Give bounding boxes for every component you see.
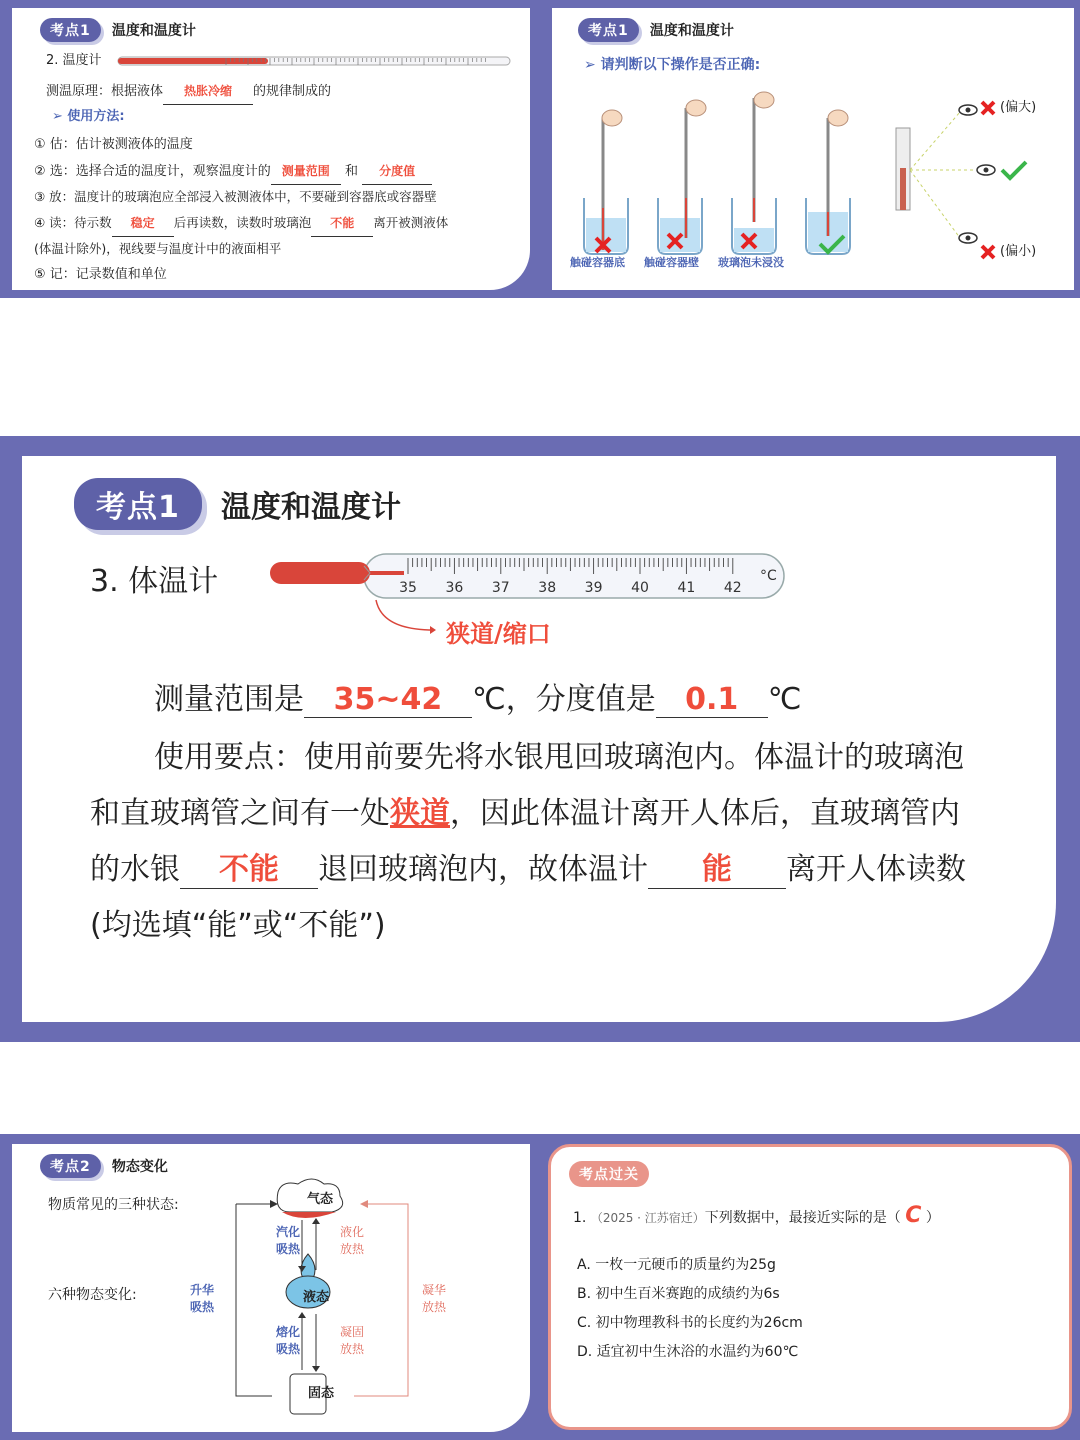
question-answer: C bbox=[905, 1203, 922, 1228]
change-vaporize-heat: 吸热 bbox=[276, 1242, 301, 1256]
change-liquefy-name: 液化 bbox=[340, 1225, 365, 1239]
option-b: B. 初中生百米赛跑的成绩约为6s bbox=[577, 1286, 780, 1302]
step-1: ① 估：估计被测液体的温度 bbox=[34, 137, 193, 152]
eye-icon bbox=[959, 233, 977, 243]
card-body-thermometer bbox=[22, 456, 1056, 1022]
label-beaker-1: 触碰容器底 bbox=[570, 256, 625, 269]
para-3-answer-1: 不能 bbox=[180, 844, 318, 889]
step-4-mid: 后再读数，读数时玻璃泡 bbox=[173, 215, 312, 230]
callout-narrow-neck: 狭道/缩口 bbox=[446, 619, 551, 648]
state-gas: 气态 bbox=[307, 1192, 334, 1207]
range-unit: ℃，分度值是 bbox=[472, 682, 656, 717]
principle-answer: 热胀冷缩 bbox=[163, 78, 253, 105]
state-solid: 固态 bbox=[308, 1386, 335, 1401]
eye-icon bbox=[959, 105, 977, 115]
question-text: 下列数据中，最接近实际的是（ bbox=[704, 1210, 901, 1226]
options-list bbox=[577, 1251, 803, 1367]
judge-question-text: 请判断以下操作是否正确: bbox=[600, 57, 761, 73]
division-answer: 0.1 bbox=[656, 682, 768, 718]
change-freeze bbox=[340, 1324, 364, 1358]
reading-angle-diagram bbox=[888, 88, 1068, 278]
scale-label: 40 bbox=[631, 580, 649, 596]
usage-title-text: 使用方法: bbox=[67, 109, 125, 124]
beaker-3 bbox=[732, 92, 776, 254]
para-3-mid: 退回玻璃泡内，故体温计 bbox=[318, 852, 648, 887]
change-liquefy bbox=[340, 1224, 364, 1258]
topic-header bbox=[578, 18, 734, 42]
card-top-right bbox=[552, 8, 1074, 290]
step-2-mid: 和 bbox=[344, 164, 358, 179]
topic-title: 温度和温度计 bbox=[649, 23, 734, 39]
step-2-answer-2: 分度值 bbox=[362, 158, 432, 185]
state-liquid: 液态 bbox=[303, 1290, 330, 1305]
states-label: 物质常见的三种状态: bbox=[48, 1197, 179, 1213]
question-close: ） bbox=[925, 1210, 940, 1226]
question-source: （2025 · 江苏宿迁） bbox=[590, 1211, 705, 1225]
step-4-answer-1: 稳定 bbox=[112, 210, 174, 237]
beaker-4 bbox=[806, 110, 850, 254]
step-4-prefix: ④ 读：待示数 bbox=[34, 215, 112, 230]
para-line-4: (均选填“能”或“不能”) bbox=[90, 908, 386, 943]
question-number: 1. bbox=[573, 1210, 587, 1226]
change-deposit-heat: 放热 bbox=[422, 1300, 447, 1314]
option-a: A. 一枚一元硬币的质量约为25g bbox=[577, 1257, 776, 1273]
step-4-answer-2: 不能 bbox=[311, 210, 373, 237]
changes-label: 六种物态变化: bbox=[48, 1287, 137, 1303]
heading-body-thermometer: 3. 体温计 bbox=[90, 564, 219, 599]
scale-label: 35 bbox=[399, 580, 417, 596]
principle-line bbox=[46, 78, 331, 105]
step-4-line2: (体温计除外)，视线要与温度计中的液面相平 bbox=[34, 241, 282, 256]
card-quiz bbox=[548, 1144, 1072, 1430]
judge-question: ➢ 请判断以下操作是否正确: bbox=[584, 57, 761, 73]
topic-header bbox=[40, 18, 196, 42]
change-sublime-name: 升华 bbox=[190, 1283, 215, 1297]
step-2-answer-1: 测量范围 bbox=[271, 158, 341, 185]
change-melt-name: 熔化 bbox=[276, 1325, 301, 1339]
topic-tag: 考点1 bbox=[40, 18, 101, 42]
callout-arrow bbox=[372, 596, 452, 636]
heading-thermometer: 2. 温度计 bbox=[46, 53, 102, 68]
topic-tag: 考点1 bbox=[578, 18, 639, 42]
step-4 bbox=[34, 210, 448, 237]
scale-label: 41 bbox=[677, 580, 696, 596]
change-vaporize-name: 汽化 bbox=[276, 1225, 301, 1239]
eye-icon bbox=[977, 165, 995, 175]
view-low-label: (偏小) bbox=[1000, 244, 1037, 259]
thermometer-unit: °C bbox=[760, 568, 777, 584]
para-3-prefix: 的水银 bbox=[90, 852, 180, 887]
change-freeze-heat: 放热 bbox=[340, 1342, 365, 1356]
principle-suffix: 的规律制成的 bbox=[253, 84, 332, 99]
topic-title: 温度和温度计 bbox=[220, 490, 401, 525]
topic-title: 温度和温度计 bbox=[111, 23, 196, 39]
range-line bbox=[154, 674, 801, 718]
para-line-3 bbox=[90, 844, 966, 889]
scale-label: 37 bbox=[491, 580, 510, 596]
range-answer: 35~42 bbox=[304, 682, 472, 718]
quiz-header bbox=[569, 1161, 649, 1187]
step-5: ⑤ 记：记录数值和单位 bbox=[34, 267, 167, 282]
lab-thermometer-icon bbox=[116, 54, 516, 68]
state-cycle-diagram bbox=[222, 1174, 452, 1424]
scale-label: 36 bbox=[445, 580, 464, 596]
topic-header bbox=[74, 478, 401, 530]
card-top-left bbox=[12, 8, 530, 290]
option-d: D. 适宜初中生沐浴的水温约为60℃ bbox=[577, 1344, 799, 1360]
change-sublime-heat: 吸热 bbox=[190, 1300, 215, 1314]
step-2-prefix: ② 选：选择合适的温度计，观察温度计的 bbox=[34, 164, 271, 179]
quiz-question bbox=[573, 1203, 940, 1228]
principle-prefix: 测温原理：根据液体 bbox=[46, 84, 164, 99]
change-deposit-name: 凝华 bbox=[422, 1283, 447, 1297]
label-beaker-3: 玻璃泡未浸没 bbox=[718, 256, 784, 269]
scale-label: 38 bbox=[538, 580, 557, 596]
card-state-change bbox=[12, 1144, 530, 1432]
para-line-2 bbox=[90, 788, 960, 832]
change-freeze-name: 凝固 bbox=[340, 1325, 365, 1339]
step-3: ③ 放：温度计的玻璃泡应全部浸入被测液体中，不要碰到容器底或容器壁 bbox=[34, 189, 437, 204]
label-beaker-2: 触碰容器壁 bbox=[644, 256, 699, 269]
division-unit: ℃ bbox=[767, 682, 802, 717]
topic-header bbox=[40, 1154, 168, 1178]
clinical-thermometer bbox=[268, 552, 788, 604]
para-3-suffix: 离开人体读数 bbox=[786, 852, 966, 887]
topic-tag: 考点1 bbox=[74, 478, 202, 530]
change-deposit bbox=[422, 1282, 446, 1316]
change-melt-heat: 吸热 bbox=[276, 1342, 301, 1356]
para-3-answer-2: 能 bbox=[648, 844, 786, 889]
change-sublime bbox=[190, 1282, 214, 1316]
change-vaporize bbox=[276, 1224, 300, 1258]
range-prefix: 测量范围是 bbox=[154, 682, 304, 717]
step-4-suffix: 离开被测液体 bbox=[373, 215, 449, 230]
para-line-1: 使用要点：使用前要先将水银甩回玻璃泡内。体温计的玻璃泡 bbox=[154, 740, 964, 775]
change-liquefy-heat: 放热 bbox=[340, 1242, 365, 1256]
view-high-label: (偏大) bbox=[1000, 100, 1037, 115]
beaker-2 bbox=[658, 100, 706, 254]
scale-label: 39 bbox=[584, 580, 603, 596]
topic-title: 物态变化 bbox=[111, 1159, 168, 1175]
usage-title: ➢ 使用方法: bbox=[52, 109, 125, 124]
step-2 bbox=[34, 158, 432, 185]
para-2-keyword: 狭道 bbox=[390, 796, 450, 831]
para-2-suffix: ，因此体温计离开人体后，直玻璃管内 bbox=[450, 796, 960, 831]
change-melt bbox=[276, 1324, 300, 1358]
topic-tag: 考点2 bbox=[40, 1154, 101, 1178]
option-c: C. 初中物理教科书的长度约为26cm bbox=[577, 1315, 803, 1331]
quiz-tag: 考点过关 bbox=[569, 1161, 649, 1187]
beaker-1 bbox=[584, 110, 628, 254]
scale-label: 42 bbox=[723, 580, 742, 596]
para-2-prefix: 和直玻璃管之间有一处 bbox=[90, 796, 390, 831]
